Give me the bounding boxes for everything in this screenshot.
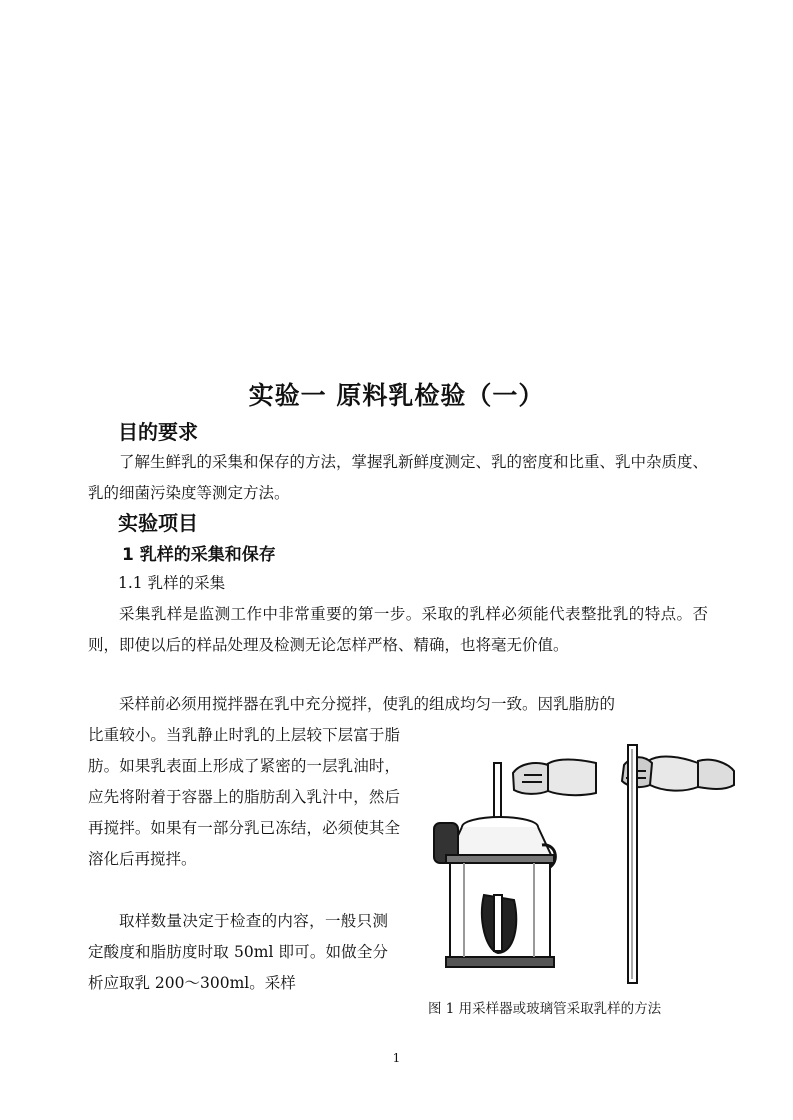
section-1-1-heading: 1.1 乳样的采集 bbox=[118, 574, 226, 592]
glass-tube-sampler-icon bbox=[622, 745, 734, 983]
items-heading: 实验项目 bbox=[118, 511, 198, 535]
paragraph-sample-amount: 取样数量决定于检查的内容，一般只测定酸度和脂肪度时取 50ml 即可。如做全分析应取乳 200～300ml。采样 bbox=[88, 912, 388, 992]
section-1-heading: 1 乳样的采集和保存 bbox=[122, 545, 276, 565]
milk-can-with-sampler-icon bbox=[434, 760, 596, 968]
paragraph-sampling-importance: 采集乳样是监测工作中非常重要的第一步。采取的乳样必须能代表整批乳的特点。否则，即使以后的样品处理及检测无论怎样严格、精确，也将毫无价值。 bbox=[88, 605, 708, 654]
paragraph-stirring-line1: 采样前必须用搅拌器在乳中充分搅拌，使乳的组成均匀一致。因乳脂肪的 bbox=[119, 695, 616, 713]
page-title: 实验一 原料乳检验（一） bbox=[248, 381, 545, 410]
figure-caption: 图 1 用采样器或玻璃管采取乳样的方法 bbox=[428, 1001, 662, 1017]
purpose-heading: 目的要求 bbox=[118, 420, 198, 444]
purpose-paragraph: 了解生鲜乳的采集和保存的方法，掌握乳新鲜度测定、乳的密度和比重、乳中杂质度、乳的细菌污染度等测定方法。 bbox=[88, 453, 709, 502]
figure-sampling-methods bbox=[428, 735, 738, 990]
paragraph-stirring-rest: 比重较小。当乳静止时乳的上层较下层富于脂肪。如果乳表面上形成了紧密的一层乳油时，应先将附着于容器上的脂肪刮入乳汁中，然后再搅拌。如果有一部分乳已冻结，必须使其全溶化后再搅拌。 bbox=[88, 726, 400, 868]
page-number: 1 bbox=[392, 1051, 401, 1065]
